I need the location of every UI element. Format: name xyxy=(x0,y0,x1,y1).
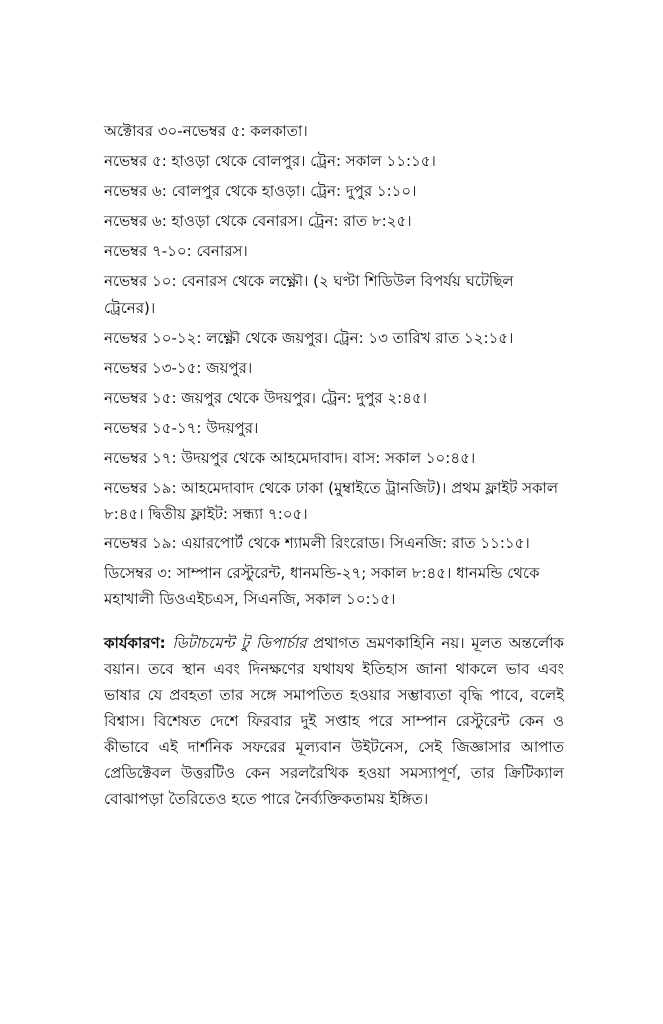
itinerary-list xyxy=(104,118,564,612)
itinerary-entry: নভেম্বর ৭-১০: বেনারস। xyxy=(104,242,248,260)
itinerary-entry: নভেম্বর ১৩-১৫: জয়পুর। xyxy=(104,359,253,377)
itinerary-entry: নভেম্বর ১০-১২: লক্ষ্ণৌ থেকে জয়পুর। ট্রেন: ১৩ তারিখ রাত ১২:১৫। xyxy=(104,329,514,347)
itinerary-entry: নভেম্বর ১৯: এয়ারপোর্ট থেকে শ্যামলী রিংরোড। সিএনজি: রাত ১১:১৫। xyxy=(104,534,530,552)
itinerary-entry: নভেম্বর ১৯: আহমেদাবাদ থেকে ঢাকা (মুম্বাইতে ট্রানজিট)। প্রথম ফ্লাইট সকাল ৮:৪৫। দ্বিতীয় ফ্লাইট: সন্ধ্যা ৭:০৫। xyxy=(104,479,559,523)
itinerary-entry: নভেম্বর ১৫: জয়পুর থেকে উদয়পুর। ট্রেন: দুপুর ২:৪৫। xyxy=(104,389,428,407)
book-title: ডিটাচমেন্ট টু ডিপার্চার xyxy=(172,634,307,652)
causality-note xyxy=(104,630,564,812)
itinerary-entry: নভেম্বর ১০: বেনারস থেকে লক্ষ্ণৌ। (২ ঘণ্টা শিডিউল বিপর্যয় ঘটেছিল ট্রেনের)। xyxy=(104,272,514,317)
itinerary-entry: অক্টোবর ৩০-নভেম্বর ৫: কলকাতা। xyxy=(104,122,308,140)
itinerary-entry: নভেম্বর ৬: বোলপুর থেকে হাওড়া। ট্রেন: দুপুর ১:১০। xyxy=(104,182,417,200)
itinerary-entry: নভেম্বর ৫: হাওড়া থেকে বোলপুর। ট্রেন: সকাল ১১:১৫। xyxy=(104,152,436,170)
note-label: কার্যকারণ: xyxy=(104,634,166,652)
itinerary-entry: ডিসেম্বর ৩: সাম্পান রেস্টুরেন্ট, ধানমন্ডি-২৭; সকাল ৮:৪৫। ধানমন্ডি থেকে মহাখালী ডিওএইচএস, সিএনজি, সকাল ১০:১৫। xyxy=(104,564,540,608)
itinerary-entry: নভেম্বর ১৭: উদয়পুর থেকে আহমেদাবাদ। বাস: সকাল ১০:৪৫। xyxy=(104,449,476,467)
itinerary-entry: নভেম্বর ১৫-১৭: উদয়পুর। xyxy=(104,419,259,437)
itinerary-entry: নভেম্বর ৬: হাওড়া থেকে বেনারস। ট্রেন: রাত ৮:২৫। xyxy=(104,212,412,230)
document-body xyxy=(104,118,564,827)
note-body: প্রথাগত ভ্রমণকাহিনি নয়। মূলত অন্তর্লোক বয়ান। তবে স্থান এবং দিনক্ষণের যথাযথ ইতিহাস জানা থাকলে ভাব এবং ভাষার যে প্রবহতা তার সঙ্গে সমাপতিত হওয়ার সম্ভাব্যতা বৃদ্ধি পাবে, বলেই বিশ্বাস। বিশেষত দেশে ফিরবার দুই সপ্তাহ পরে সাম্পান রেস্টুরেন্ট কেন ও কীভাবে এই দার্শনিক সফরের মূল্যবান উইটনেস, সেই জিজ্ঞাসার আপাত প্রেডিক্টেবল উত্তরটিও কেন সরলরৈখিক হওয়া সমস্যাপূর্ণ, তার ক্রিটিক্যাল বোঝাপড়া তৈরিতেও হতে পারে নৈর্ব্যক্তিকতাময় ইঙ্গিত। xyxy=(104,634,565,808)
